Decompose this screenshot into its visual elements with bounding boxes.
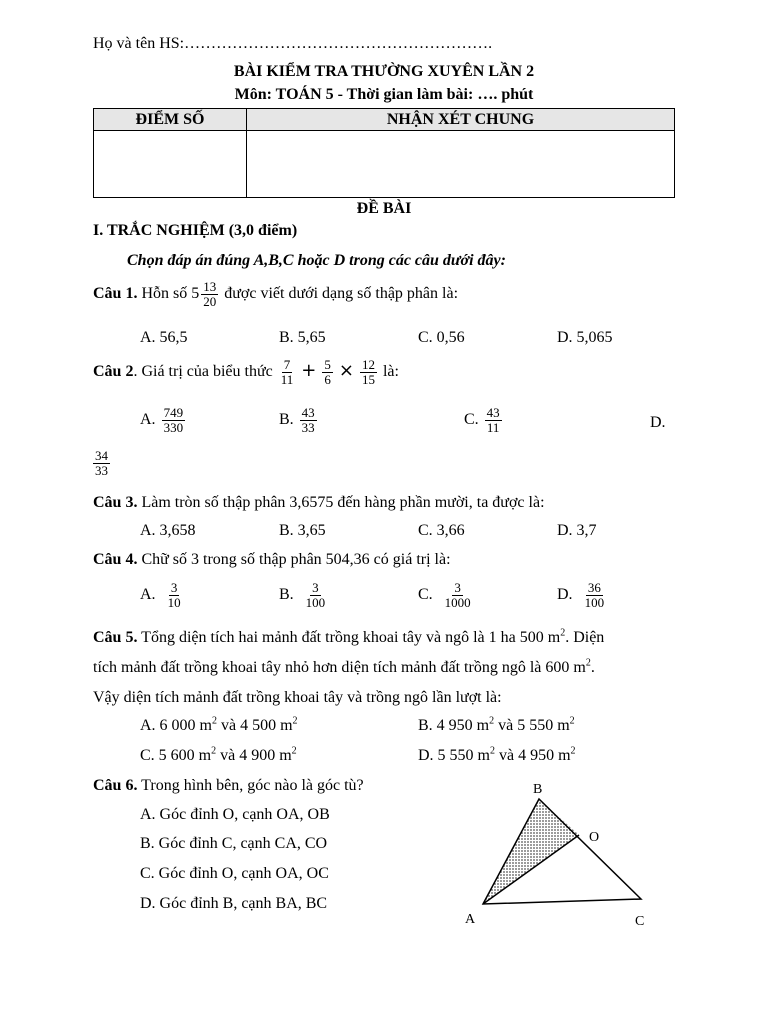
q2-text-b: là: <box>382 363 399 381</box>
q4-option-a[interactable]: A. $\frac{3}{10}$ <box>140 580 181 610</box>
question-6 <box>93 777 364 795</box>
q3-option-b[interactable]: B. 3,65 <box>279 522 326 539</box>
q1-text-b: được viết dưới dạng số thập phân là: <box>224 285 459 303</box>
triangle-figure <box>455 775 665 935</box>
q2-text-a: . Giá trị của biểu thức <box>133 363 273 381</box>
q3-text: Làm tròn số thập phân 3,6575 đến hàng phần mười, ta được là: <box>141 494 545 511</box>
q2-option-d-fraction[interactable]: $\frac{34}{33}$ <box>95 448 108 478</box>
q6-option-b[interactable]: B. Góc đỉnh C, cạnh CA, CO <box>140 835 328 852</box>
question-5-line-3: Vậy diện tích mảnh đất trồng khoai tây và trồng ngô lần lượt là: <box>93 689 502 706</box>
q5-option-b[interactable]: B. 4 950 $m^2$ và 5 550 $m^2$ <box>418 715 575 734</box>
q2-fraction-2: $\frac{5}{6}$ <box>324 357 331 387</box>
q2-option-b[interactable]: B. $\frac{43}{33}$ <box>279 405 315 435</box>
q1-option-b[interactable]: B. 5,65 <box>279 329 326 346</box>
score-header: ĐIỂM SỐ <box>94 109 247 131</box>
q2-option-d-letter[interactable]: D. <box>650 414 666 431</box>
q2-option-a[interactable]: A. $\frac{749}{330}$ <box>140 405 184 435</box>
q5-option-d[interactable]: D. 5 550 $m^2$ và 4 950 $m^2$ <box>418 745 576 764</box>
q1-fraction: $\frac{13}{20}$ <box>203 279 217 309</box>
q3-option-c[interactable]: C. 3,66 <box>418 522 465 539</box>
q2-fraction-1: $\frac{7}{11}$ <box>280 357 294 387</box>
question-2 <box>93 358 399 387</box>
q4-option-c[interactable]: C. $\frac{3}{1000}$ <box>418 580 471 610</box>
comment-cell <box>247 131 675 198</box>
label-c: C <box>635 914 645 929</box>
label-a: A <box>465 912 476 927</box>
q6-option-c[interactable]: C. Góc đỉnh O, cạnh OA, OC <box>140 865 329 882</box>
score-table <box>93 108 675 198</box>
q4-option-d[interactable]: D. $\frac{36}{100}$ <box>557 580 605 610</box>
q4-text: Chữ số 3 trong số thập phân 504,36 có giá trị là: <box>141 551 451 568</box>
question-1 <box>93 280 458 309</box>
q5-option-c[interactable]: C. 5 600 $m^2$ và 4 900 $m^2$ <box>140 745 297 764</box>
q3-label: Câu 3. <box>93 494 138 511</box>
q1-label: Câu 1. <box>93 285 138 303</box>
q6-label: Câu 6. <box>93 777 138 794</box>
q2-times: × <box>338 360 354 382</box>
q4-label: Câu 4. <box>93 551 138 568</box>
test-subject: Môn: TOÁN 5 - Thời gian làm bài: …. phút <box>234 86 534 103</box>
q2-option-c[interactable]: C. $\frac{43}{11}$ <box>464 405 500 435</box>
student-name-line: Họ và tên HS:…………………………………………………. <box>93 35 493 52</box>
q5-label: Câu 5. <box>93 629 138 646</box>
q6-text: Trong hình bên, góc nào là góc tù? <box>141 777 364 794</box>
triangle-abc <box>483 799 641 904</box>
question-4 <box>93 551 451 569</box>
q1-option-d[interactable]: D. 5,065 <box>557 329 613 346</box>
q5-option-a[interactable]: A. 6 000 $m^2$ và 4 500 $m^2$ <box>140 715 298 734</box>
q3-option-d[interactable]: D. 3,7 <box>557 522 597 539</box>
q1-text-a: Hỗn số 5 <box>141 285 200 303</box>
q2-fraction-3: $\frac{12}{15}$ <box>361 357 375 387</box>
q3-option-a[interactable]: A. 3,658 <box>140 522 196 539</box>
question-5-line-2: tích mảnh đất trồng khoai tây nhỏ hơn diện tích mảnh đất trồng ngô là 600 $m^2$. <box>93 657 595 676</box>
q6-option-d[interactable]: D. Góc đỉnh B, cạnh BA, BC <box>140 895 328 912</box>
question-3 <box>93 494 545 512</box>
q1-option-a[interactable]: A. 56,5 <box>140 329 188 346</box>
label-o: O <box>589 830 600 845</box>
part1-title: I. TRẮC NGHIỆM (3,0 điểm) <box>93 222 298 239</box>
q4-option-b[interactable]: B. $\frac{3}{100}$ <box>279 580 326 610</box>
q1-option-c[interactable]: C. 0,56 <box>418 329 465 346</box>
section-title: ĐỀ BÀI <box>356 200 412 217</box>
q2-label: Câu 2 <box>93 363 134 381</box>
label-b: B <box>533 782 543 797</box>
comment-header: NHẬN XÉT CHUNG <box>247 109 675 131</box>
q6-option-a[interactable]: A. Góc đỉnh O, cạnh OA, OB <box>140 806 330 823</box>
test-title: BÀI KIỂM TRA THƯỜNG XUYÊN LẦN 2 <box>233 63 535 80</box>
part1-instruction: Chọn đáp án đúng A,B,C hoặc D trong các câu dưới đây: <box>127 252 506 269</box>
score-cell <box>94 131 247 198</box>
question-5-line-1: Câu 5. Tổng diện tích hai mảnh đất trồng khoai tây và ngô là 1 ha 500 $m^2$. Diện <box>93 627 605 646</box>
q2-plus: + <box>301 360 317 382</box>
